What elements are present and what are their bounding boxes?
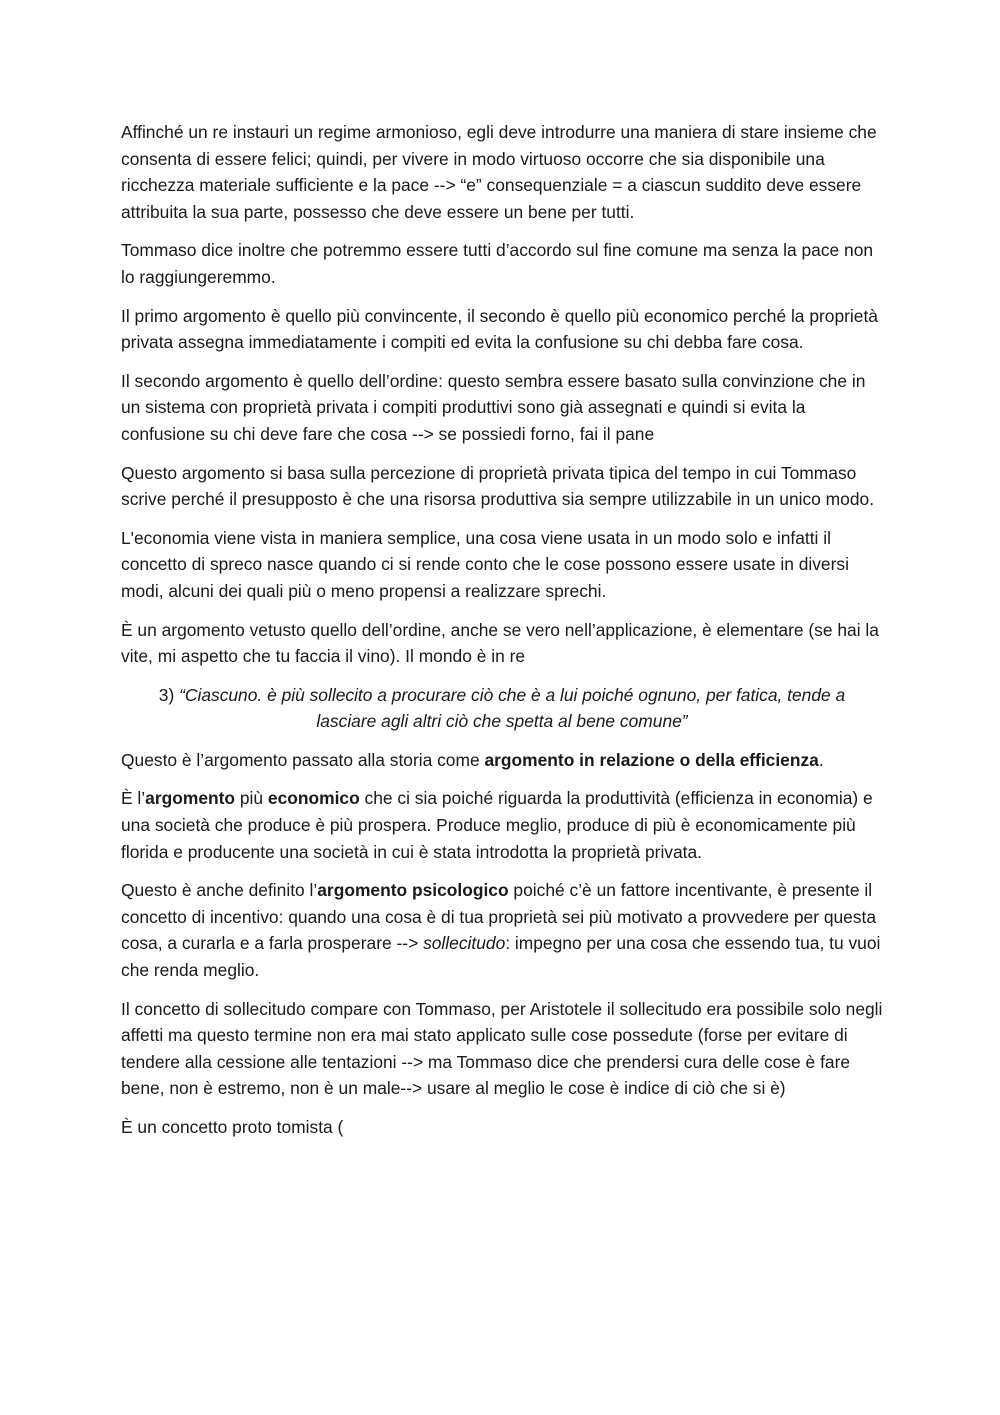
quote-line-1 [121, 682, 883, 709]
text-segment: Questo è anche definito l’ [121, 880, 318, 901]
text-segment: Questo è l’argomento passato alla storia come [121, 749, 485, 770]
text-segment: : impegno per una cosa che essendo tua, tu vuoi che renda meglio. [121, 933, 881, 981]
paragraph-old-argument: È un argomento vetusto quello dell’ordine, anche se vero nell’applicazione, è elementare (se hai la vite, mi aspetto che tu faccia il vino). Il mondo è in re [121, 619, 879, 667]
bold-economico: economico [267, 788, 360, 809]
quote-text-1: “Ciascuno. è più sollecito a procurare ciò che è a lui poiché ognuno, per fatica, tende a [179, 684, 846, 705]
quote-block [121, 682, 883, 735]
text-segment: È l’ [121, 788, 146, 809]
paragraph-perception-property: Questo argomento si basa sulla percezione di proprietà privata tipica del tempo in cui Tommaso scrive perché il presupposto è che una risorsa produttiva sia sempre utilizzabile in un unico modo. [121, 462, 875, 510]
text-segment: che ci sia poiché riguarda la produttività (efficienza in economia) e una società che produce è più prospera. Produce meglio, produce di più è economicamente più florida e producente una società in cui è stata introdotta la proprietà privata. [121, 788, 873, 862]
paragraph-economic-argument [121, 785, 883, 865]
paragraph-psychological-argument [121, 877, 883, 983]
text-segment: più [235, 788, 268, 809]
paragraph-order-argument: Il secondo argomento è quello dell’ordine: questo sembra essere basato sulla convinzione che in un sistema con proprietà privata i compiti produttivi sono già assegnati e quindi si evita la confusione su chi deve fare che cosa --> se possiedi forno, fai il pane [121, 370, 866, 444]
bold-argomento: argomento [145, 788, 236, 809]
paragraph-common-goal-peace: Tommaso dice inoltre che potremmo essere tutti d’accordo sul fine comune ma senza la pace non lo raggiungeremmo. [121, 240, 874, 287]
quote-line-2: lasciare agli altri ciò che spetta al bene comune” [316, 711, 688, 732]
paragraph-first-argument: Il primo argomento è quello più convincente, il secondo è quello più economico perché la proprietà privata assegna immediatamente i compiti ed evita la confusione su chi debba fare cosa. [121, 305, 878, 353]
paragraph-proto-tomista: È un concetto proto tomista ( [121, 1117, 344, 1137]
text-segment: . [818, 749, 824, 770]
bold-efficiency-term: argomento in relazione o della efficienza [484, 749, 819, 770]
paragraph-sollecitudo-concept: Il concetto di sollecitudo compare con Tommaso, per Aristotele il sollecitudo era possibile solo negli affetti ma questo termine non era mai stato applicato sulle cose possedute (forse per evitare di tendere alla cessione alle tentazioni --> ma Tommaso dice che prendersi cura delle cose è fare bene, non è estremo, non è un male--> usare al meglio le cose è indice di ciò che si è) [121, 998, 883, 1099]
paragraph-economy-simple: L'economia viene vista in maniera semplice, una cosa viene usata in un modo solo e infatti il concetto di spreco nasce quando ci si rende conto che le cose possono essere usate in diversi modi, alcuni dei quali più o meno propensi a realizzare sprechi. [121, 527, 849, 601]
paragraph-harmonious-regime: Affinché un re instauri un regime armonioso, egli deve introdurre una maniera di stare insieme che consenta di essere felici; quindi, per vivere in modo virtuoso occorre che sia disponibile una ricchezza materiale sufficiente e la pace --> “e” consequenziale = a ciascun suddito deve essere attribuita la sua parte, possesso che deve essere un bene per tutti. [121, 122, 877, 222]
quote-number: 3) [158, 684, 175, 705]
document-page [121, 119, 883, 1153]
bold-psychological-term: argomento psicologico [317, 880, 509, 901]
paragraph-efficiency-argument [121, 747, 883, 774]
text-segment: poiché c’è un fattore incentivante, è presente il concetto di incentivo: quando una cosa è di tua proprietà sei più motivato a provvedere per questa cosa, a curarla e a farla prosperare --> [121, 880, 877, 954]
italic-sollecitudo: sollecitudo [423, 933, 506, 954]
